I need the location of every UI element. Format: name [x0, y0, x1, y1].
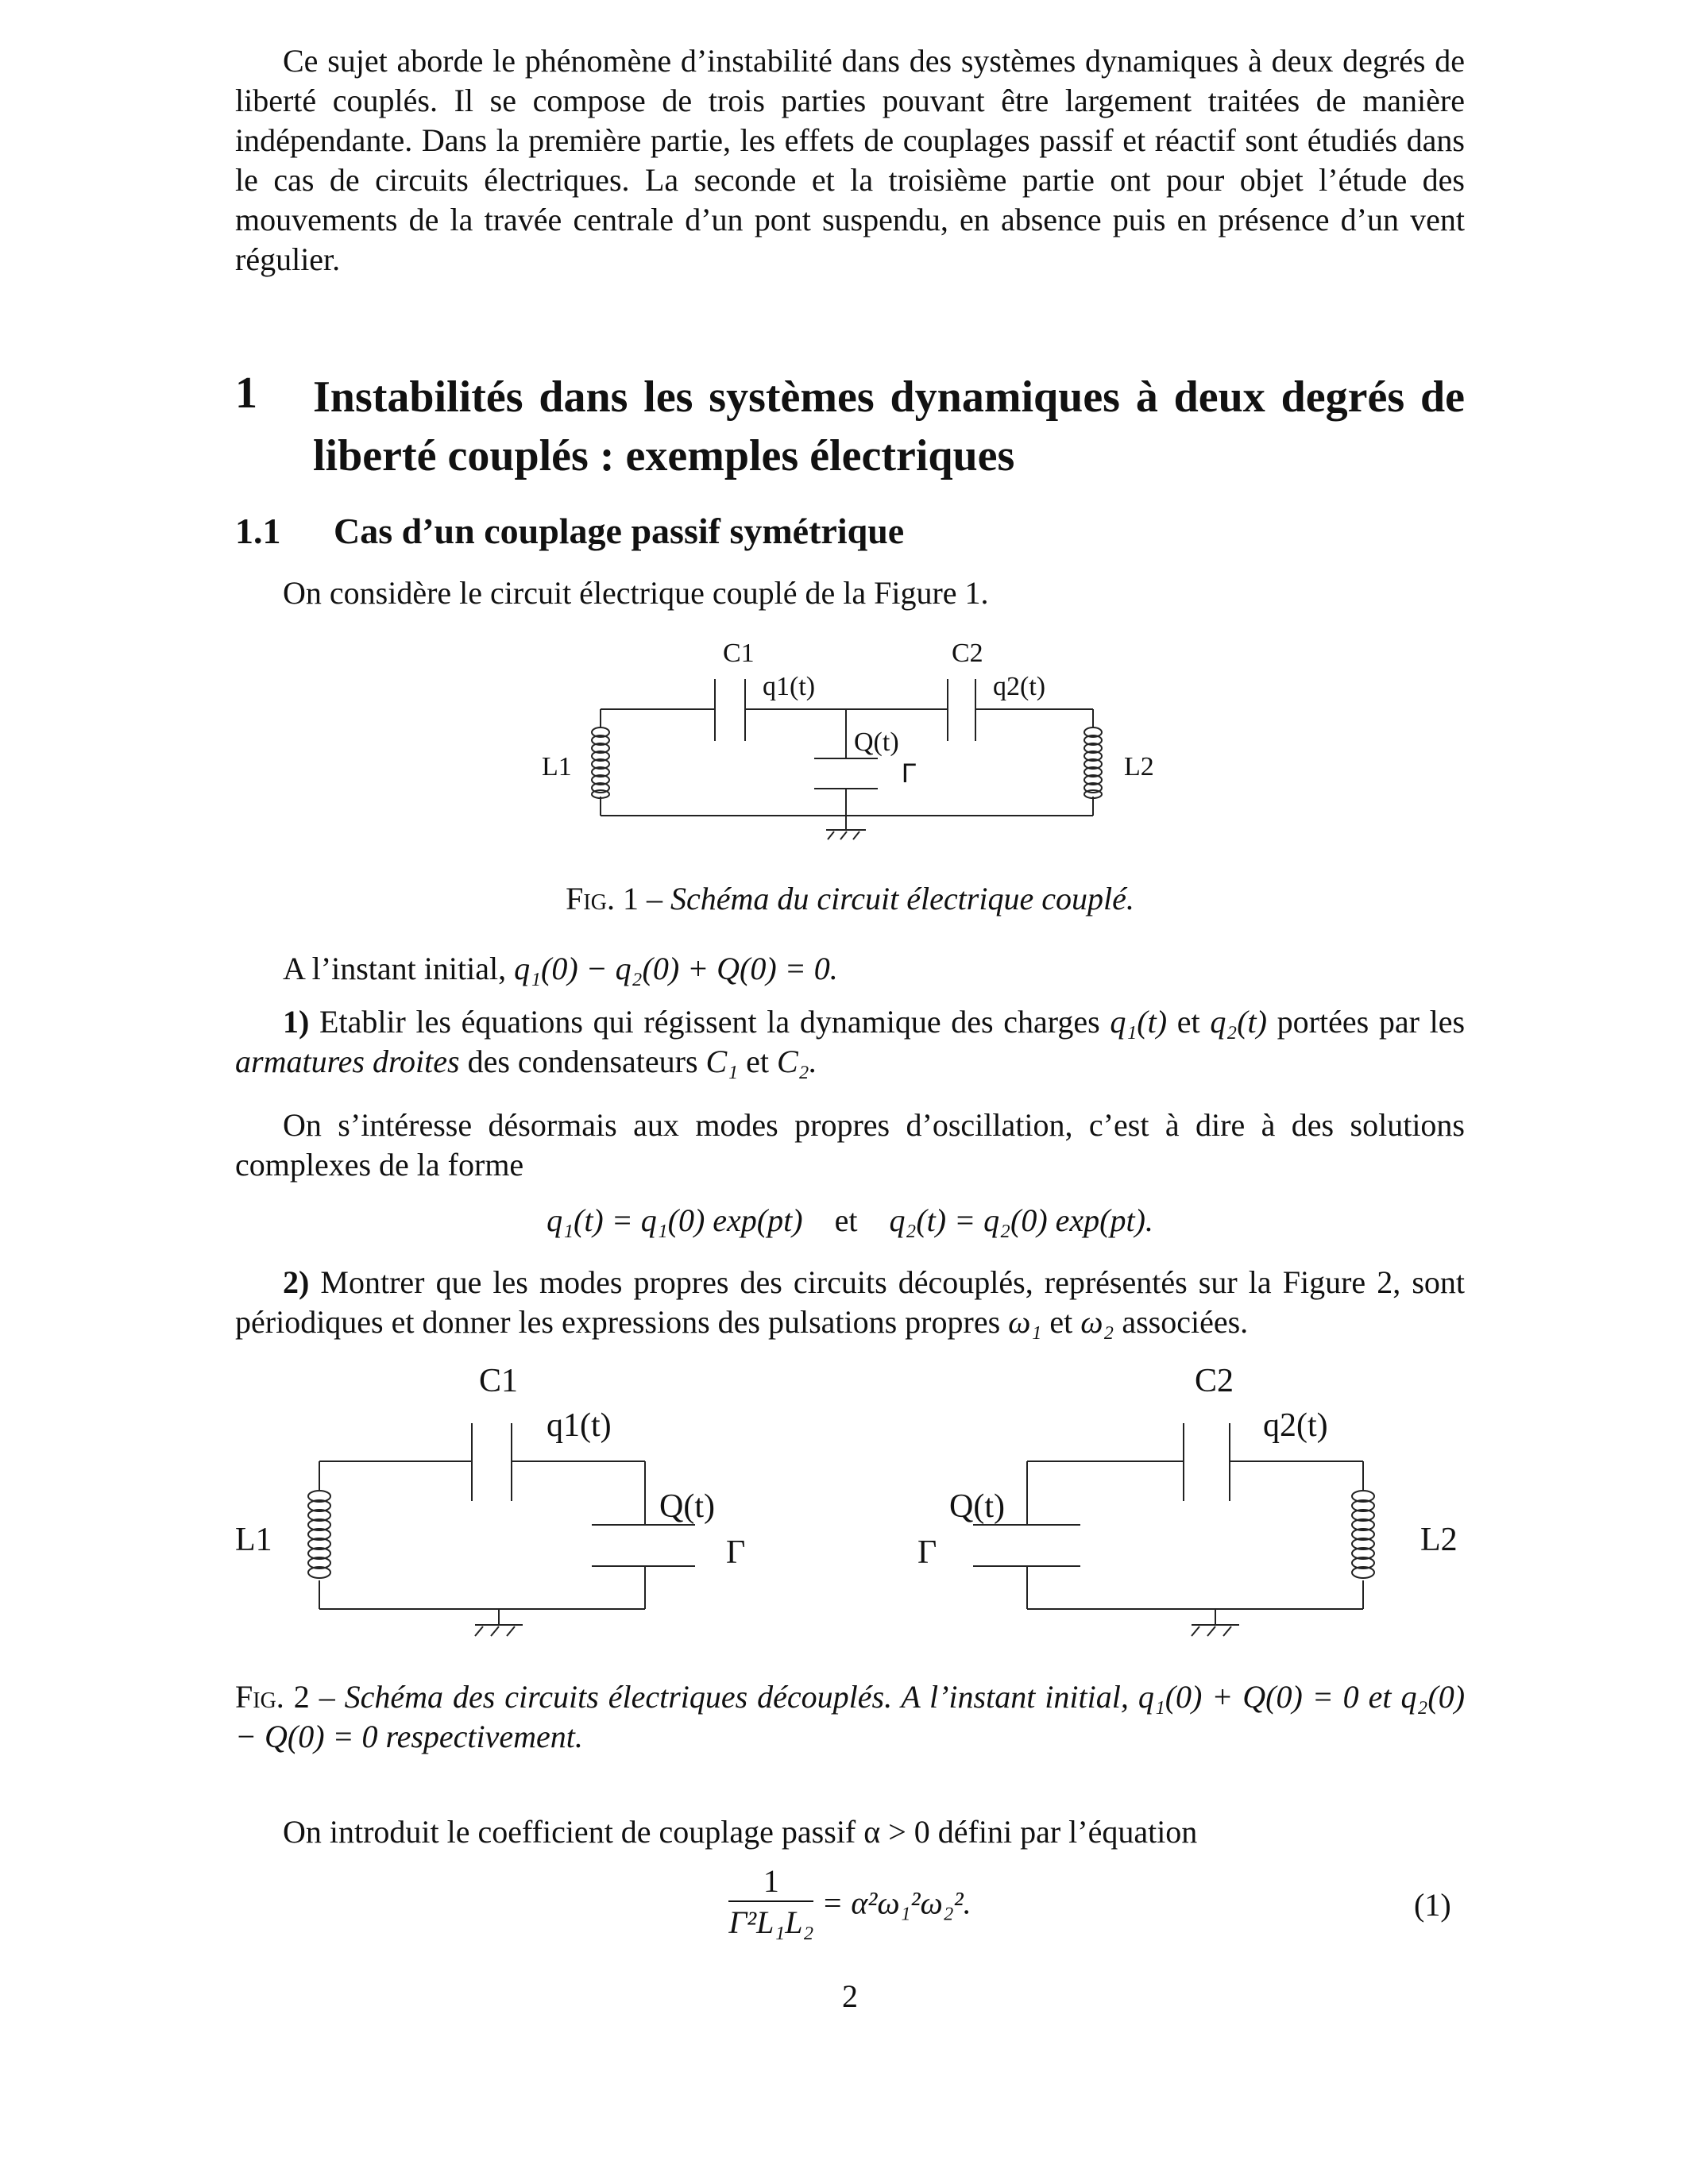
question-2-text-b: associées. — [1122, 1304, 1249, 1340]
fig1-label-q1: q1(t) — [763, 672, 816, 701]
modes-paragraph: On s’intéresse désormais aux modes propres d’oscillation, c’est à dire à des solutions complexes de la forme — [235, 1107, 1465, 1183]
page-number: 2 — [842, 1978, 858, 2014]
fig1-label-l1: L1 — [542, 752, 572, 781]
inductor-l1-icon — [592, 727, 609, 798]
consider-paragraph: On considère le circuit électrique couplé de la Figure 1. — [283, 575, 989, 611]
question-2-label: 2) — [283, 1264, 310, 1300]
coupling-paragraph: On introduit le coefficient de couplage passif α > 0 défini par l’équation — [283, 1814, 1198, 1850]
fig2-label-q-right: Q(t) — [949, 1488, 1005, 1525]
fig1-label-q2: q2(t) — [993, 672, 1046, 701]
section-number: 1 — [235, 369, 257, 418]
fig2-label-q-left: Q(t) — [659, 1488, 715, 1525]
question-2-text-a: Montrer que les modes propres des circuits découplés, représentés sur la Figure 2, sont périodiques et donner les expressions des pulsations propres — [235, 1264, 1466, 1340]
section-title: Instabilités dans les systèmes dynamiques à deux degrés de liberté couplés : exemples électriques — [313, 372, 1465, 480]
equation-1-rhs: = α²ω₁²ω₂². — [821, 1885, 971, 1921]
intro-paragraph: Ce sujet aborde le phénomène d’instabilité dans des systèmes dynamiques à deux degrés de liberté couplés. Il se compose de trois parties pouvant être largement traitées de manière indépendante. Dans la première partie, les effets de couplages passif et réactif sont étudiés dans le cas de circuits électriques. La seconde et la troisième partie ont pour objet l’étude des mouvements de la travée centrale d’un pont suspendu, en absence puis en présence d’un vent régulier. — [235, 43, 1465, 277]
fig1-label-c1: C1 — [723, 639, 755, 668]
subsection-title: Cas d’un couplage passif symétrique — [334, 511, 905, 551]
initial-condition-lead: A l’instant initial, — [283, 951, 507, 986]
fig2-caption-text-a: Schéma des circuits électriques découplés. A l’instant initial, — [344, 1679, 1129, 1715]
equation-1-fraction — [728, 1862, 813, 1943]
fig2-label-c2: C2 — [1195, 1363, 1234, 1399]
fig2-label-gamma-right: Γ — [917, 1534, 937, 1571]
figure-1-circuit — [0, 0, 1688, 874]
fig2-label-q2: q2(t) — [1263, 1407, 1328, 1444]
modes-eq-et: et — [834, 1202, 858, 1238]
equation-1-tag: (1) — [1414, 1887, 1451, 1923]
fig2-label-l2: L2 — [1420, 1522, 1458, 1558]
fig2-caption-eq1: q₁(0) + Q(0) = 0 — [1138, 1679, 1359, 1715]
equation-1-numerator: 1 — [728, 1862, 813, 1902]
question-2 — [235, 1263, 1465, 1342]
fig2-inductor-l1-icon — [308, 1491, 330, 1578]
fig1-caption-text: Schéma du circuit électrique couplé. — [670, 881, 1134, 916]
question-1-et2: et — [746, 1044, 769, 1079]
figure-2-circuits — [0, 1350, 1688, 1668]
fig2-label-gamma-left: Γ — [726, 1534, 746, 1571]
fig1-label-q: Q(t) — [854, 727, 899, 757]
question-1-c1: C₁ — [705, 1044, 739, 1079]
question-1-text-c: des condensateurs — [467, 1044, 698, 1079]
subsection-number: 1.1 — [235, 511, 281, 551]
question-1 — [235, 1002, 1465, 1082]
fig2-label-l1: L1 — [235, 1522, 272, 1558]
fig1-label-c2: C2 — [952, 639, 983, 668]
question-2-w1: ω₁ — [1008, 1304, 1042, 1340]
question-1-text-a: Etablir les équations qui régissent la dynamique des charges — [319, 1004, 1100, 1040]
fig2-label-q1: q1(t) — [547, 1407, 612, 1444]
fig1-label-gamma: Γ — [902, 758, 917, 789]
question-1-q1t: q₁(t) — [1110, 1004, 1168, 1040]
question-1-text-b: portées par les — [1277, 1004, 1466, 1040]
question-1-q2t: q₂(t) — [1210, 1004, 1267, 1040]
fig2-label-c1: C1 — [479, 1363, 519, 1399]
figure-2-caption — [235, 1677, 1465, 1757]
fig2-caption-et: et — [1368, 1679, 1392, 1715]
fig1-label-l2: L2 — [1124, 752, 1154, 781]
fig2-caption-label: Fig. 2 – — [235, 1679, 335, 1715]
initial-condition-eq: q₁(0) − q₂(0) + Q(0) = 0. — [514, 951, 838, 986]
fig2-caption-eq2: q₂(0) − Q(0) = 0 — [235, 1679, 1466, 1754]
modes-eq-right: q₂(t) = q₂(0) exp(pt). — [889, 1202, 1153, 1238]
question-1-armatures: armatures droites — [235, 1044, 460, 1079]
figure-1-caption — [235, 880, 1465, 917]
inductor-l2-icon — [1084, 727, 1102, 798]
equation-1-denominator: Γ²L₁L₂ — [728, 1904, 814, 1940]
fig2-inductor-l2-icon — [1352, 1491, 1374, 1578]
equation-1 — [235, 1862, 1465, 1943]
fig2-caption-text-b: respectivement. — [385, 1719, 583, 1754]
fig1-caption-label: Fig. 1 – — [566, 881, 662, 916]
question-1-et: et — [1176, 1004, 1200, 1040]
question-1-c2: C₂. — [776, 1044, 817, 1079]
initial-condition — [235, 949, 1465, 989]
modes-equation — [235, 1202, 1465, 1239]
question-1-label: 1) — [283, 1004, 310, 1040]
question-2-et: et — [1049, 1304, 1073, 1340]
question-2-w2: ω₂ — [1080, 1304, 1114, 1340]
modes-eq-left: q₁(t) = q₁(0) exp(pt) — [547, 1202, 803, 1238]
